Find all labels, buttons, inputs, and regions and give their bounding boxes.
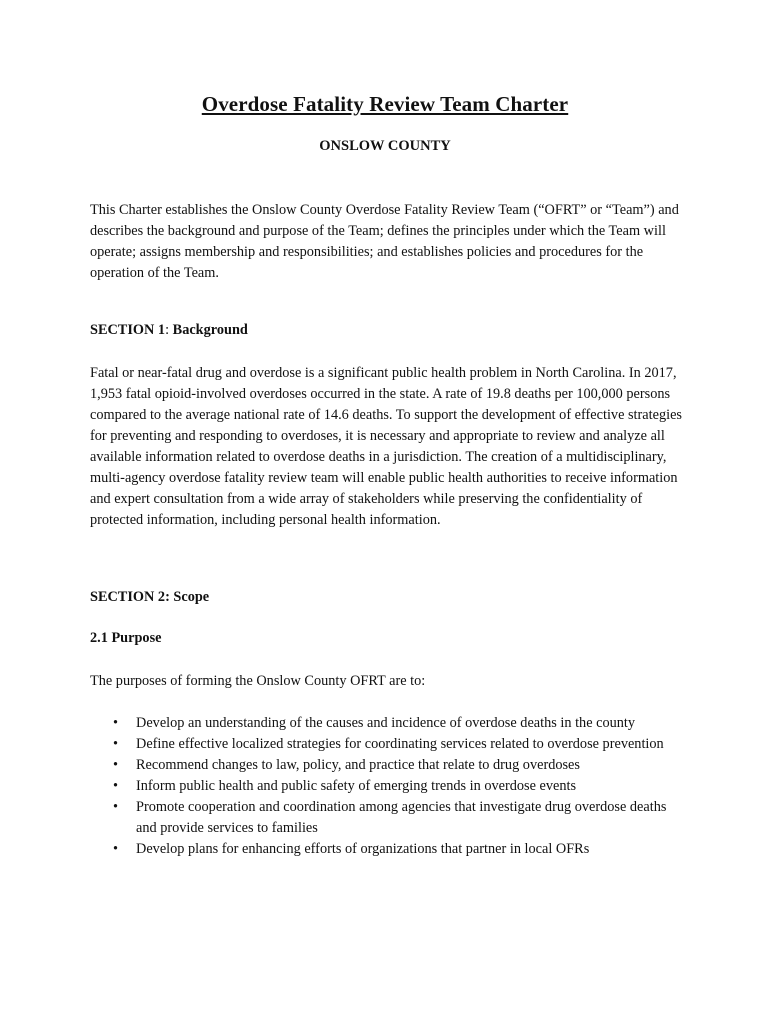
bullet-icon: • — [113, 841, 119, 857]
section-1-label: SECTION 1 — [90, 322, 166, 338]
purpose-lead: The purposes of forming the Onslow County OFRT are to: — [90, 673, 426, 689]
section-1-heading — [90, 322, 248, 339]
bullet-icon: • — [113, 757, 119, 773]
bullet-icon: • — [113, 778, 119, 794]
list-item-text: Recommend changes to law, policy, and practice that relate to drug overdoses — [136, 757, 580, 773]
list-item — [113, 755, 673, 776]
bullet-icon: • — [113, 736, 119, 752]
bullet-icon: • — [113, 715, 119, 731]
list-item-text: Develop an understanding of the causes and incidence of overdose deaths in the county — [136, 715, 636, 731]
document-subtitle: ONSLOW COUNTY — [319, 138, 451, 154]
document-title: Overdose Fatality Review Team Charter — [201, 92, 569, 116]
list-item — [113, 797, 673, 839]
list-item-text: Develop plans for enhancing efforts of organizations that partner in local OFRs — [136, 841, 590, 857]
bullet-icon: • — [113, 799, 119, 815]
intro-paragraph: This Charter establishes the Onslow County Overdose Fatality Review Team (“OFRT” or “Team”) and describes the background and purpose of the Team; defines the principles under which the Team will operate; assigns membership and responsibilities; and establishes policies and procedures for the operation of the Team. — [90, 202, 679, 281]
section-2-heading: SECTION 2: Scope — [90, 589, 210, 605]
section-1-name: Background — [169, 322, 248, 338]
list-item — [113, 713, 673, 734]
section-1-colon: : — [165, 322, 170, 338]
list-item-text: Inform public health and public safety of emerging trends in overdose events — [136, 778, 577, 794]
section-1-body: Fatal or near-fatal drug and overdose is a significant public health problem in North Carolina. In 2017, 1,953 fatal opioid-involved overdoses occurred in the state. A rate of 19.8 deaths per 100,000 persons compared to the average national rate of 14.6 deaths. To support the development of effective strategies for preventing and responding to overdoses, it is necessary and appropriate to review and analyze all available information related to overdose deaths in a jurisdiction. The creation of a multidisciplinary, multi-agency overdose fatality review team will enable public health authorities to receive information and expert consultation from a wide array of stakeholders while preserving the confidentiality of protected information, including personal health information. — [90, 365, 682, 528]
section-2-1-heading: 2.1 Purpose — [90, 630, 162, 646]
list-item-text: Promote cooperation and coordination among agencies that investigate drug overdose deaths and provide services to families — [136, 799, 667, 836]
list-item — [113, 734, 673, 755]
list-item — [113, 839, 673, 860]
list-item — [113, 776, 673, 797]
list-item-text: Define effective localized strategies for coordinating services related to overdose prevention — [136, 736, 664, 752]
purpose-list — [113, 713, 673, 860]
